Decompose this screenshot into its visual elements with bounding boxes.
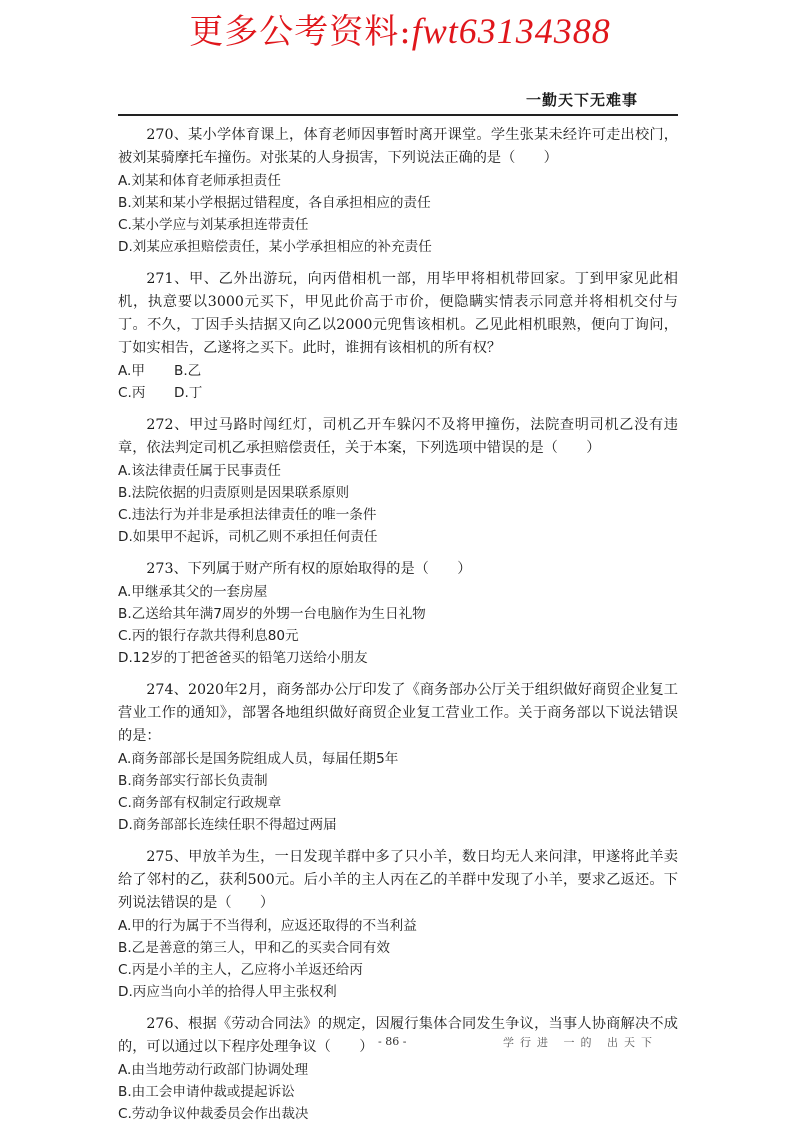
option-d: D.如果甲不起诉，司机乙则不承担任何责任 [118, 529, 378, 545]
question-272 [118, 414, 678, 548]
option-d: D.刘某应承担赔偿责任，某小学承担相应的补充责任 [118, 239, 432, 255]
watermark-cn: 更多公考资料: [189, 12, 412, 52]
watermark-latin: fwt63134388 [411, 11, 611, 51]
question-stem: 275、甲放羊为生，一日发现羊群中多了只小羊，数日均无人来问津，甲遂将此羊卖给了邻村的乙，获利500元。后小羊的主人丙在乙的羊群中发现了小羊，要求乙返还。下列说法错误的是（ ） [118, 849, 678, 911]
option-b: B.乙是善意的第三人，甲和乙的买卖合同有效 [118, 940, 390, 956]
option-a: A.甲继承其父的一套房屋 [118, 584, 268, 600]
header-title: 一勤天下无难事 [525, 91, 638, 109]
question-stem: 273、下列属于财产所有权的原始取得的是（ ） [146, 561, 472, 577]
question-list [118, 124, 678, 1135]
question-276 [118, 1013, 678, 1125]
question-stem: 271、甲、乙外出游玩，向丙借相机一部，用毕甲将相机带回家。丁到甲家见此相机，执意要以3000元买下，甲见此价高于市价，便隐瞒实情表示同意并将相机交付与丁。不久，丁因手头拮据又向乙以2000元兜售该相机。乙见此相机眼熟，便向丁询问，丁如实相告，乙遂将之买下。此时，谁拥有该相机的所有权？ [118, 271, 678, 356]
option-c: C.劳动争议仲裁委员会作出裁决 [118, 1106, 309, 1122]
watermark-banner [0, 4, 800, 53]
option-a: A.商务部部长是国务院组成人员，每届任期5年 [118, 751, 399, 767]
option-b: B.刘某和某小学根据过错程度，各自承担相应的责任 [118, 195, 431, 211]
question-stem: 270、某小学体育课上，体育老师因事暂时离开课堂。学生张某未经许可走出校门，被刘某骑摩托车撞伤。对张某的人身损害，下列说法正确的是（ ） [118, 127, 678, 166]
option-row [118, 382, 678, 404]
question-stem: 274、2020年2月，商务部办公厅印发了《商务部办公厅关于组织做好商贸企业复工营业工作的通知》，部署各地组织做好商贸企业复工营业工作。关于商务部以下说法错误的是： [118, 682, 678, 744]
option-d: D.丁 [174, 385, 203, 401]
question-275 [118, 846, 678, 1003]
option-b: B.乙 [174, 363, 202, 379]
question-stem: 276、根据《劳动合同法》的规定，因履行集体合同发生争议，当事人协商解决不成的，可以通过以下程序处理争议（ ） [118, 1016, 678, 1055]
option-c: C.丙 [118, 385, 146, 401]
option-b: B.商务部实行部长负责制 [118, 773, 268, 789]
page-number: - 86 - [378, 1035, 407, 1048]
option-a: A.由当地劳动行政部门协调处理 [118, 1062, 309, 1078]
option-a: A.甲 [118, 363, 145, 379]
option-d: D.丙应当向小羊的拾得人甲主张权利 [118, 984, 337, 1000]
option-d: D.12岁的丁把爸爸买的铅笔刀送给小朋友 [118, 650, 368, 666]
option-d: D.商务部部长连续任职不得超过两届 [118, 817, 337, 833]
option-b: B.法院依据的归责原则是因果联系原则 [118, 485, 350, 501]
option-b: B.乙送给其年满7周岁的外甥一台电脑作为生日礼物 [118, 606, 426, 622]
footer-faded-text: 学行进 一的 出天下 [503, 1036, 658, 1049]
option-a: A.刘某和体育老师承担责任 [118, 173, 281, 189]
page-header [118, 86, 678, 116]
question-273 [118, 558, 678, 669]
question-stem: 272、甲过马路时闯红灯，司机乙开车躲闪不及将甲撞伤，法院查明司机乙没有违章，依法判定司机乙承担赔偿责任，关于本案，下列选项中错误的是（ ） [118, 417, 678, 456]
option-c: C.商务部有权制定行政规章 [118, 795, 282, 811]
option-a: A.该法律责任属于民事责任 [118, 463, 281, 479]
option-c: C.违法行为并非是承担法律责任的唯一条件 [118, 507, 377, 523]
option-c: C.丙的银行存款共得利息80元 [118, 628, 299, 644]
option-c: C.丙是小羊的主人，乙应将小羊返还给丙 [118, 962, 363, 978]
option-row [118, 360, 678, 382]
question-271 [118, 268, 678, 404]
option-c: C.某小学应与刘某承担连带责任 [118, 217, 309, 233]
question-274 [118, 679, 678, 836]
option-a: A.甲的行为属于不当得利，应返还取得的不当利益 [118, 918, 417, 934]
option-b: B.由工会申请仲裁或提起诉讼 [118, 1084, 295, 1100]
question-270 [118, 124, 678, 258]
